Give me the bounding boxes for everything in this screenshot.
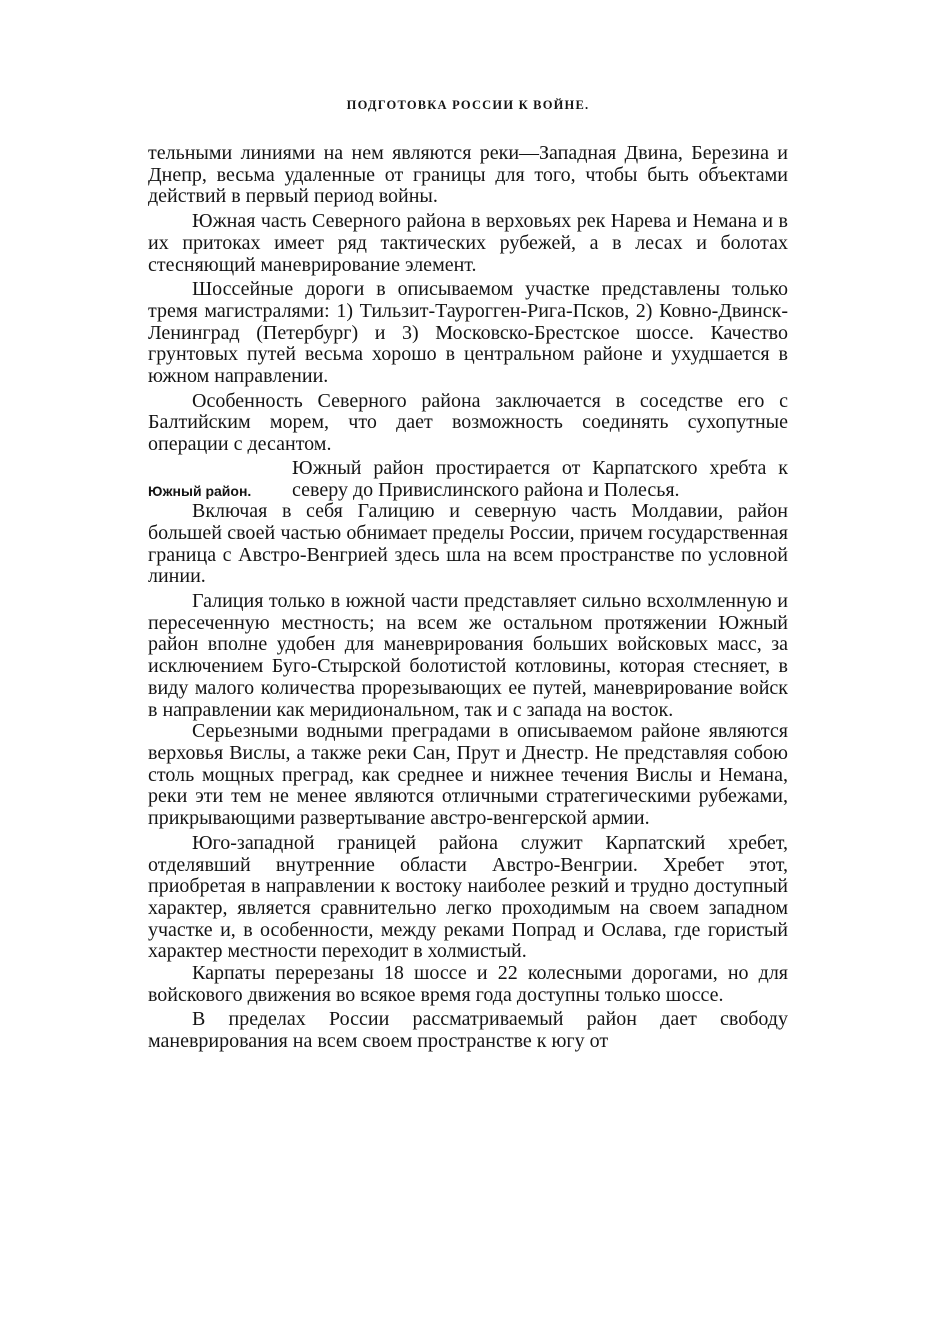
paragraph-4: Особенность Северного района заключается в соседстве его с Балтийским морем, что дает возможность соединять сухопутные операции с десантом.: [148, 389, 788, 456]
paragraph-1: тельными линиями на нем являются реки—Западная Двина, Березина и Днепр, весьма удаленные от границы для того, чтобы быть объектами действий в первый период войны.: [148, 142, 788, 208]
body-text: [148, 143, 788, 1053]
southern-region-section: [148, 458, 788, 501]
paragraph-11: В пределах России рассматриваемый район дает свободу маневрирования на всем своем пространстве к югу от: [148, 1008, 788, 1053]
paragraph-10: Карпаты перерезаны 18 шоссе и 22 колесными дорогами, но для войскового движения во всякое время года доступны только шоссе.: [148, 962, 788, 1006]
paragraph-5: Южный район простирается от Карпатского хребта к северу до Привислинского района и Полесья.: [292, 456, 788, 501]
marginal-heading: Южный район.: [148, 482, 252, 499]
paragraph-6: Включая в себя Галицию и северную часть Молдавии, район большей своей частью обнимает пределы России, причем государственная граница с Австро-Венгрией здесь шла на всем пространстве по условной линии.: [148, 500, 788, 588]
paragraph-9: Юго-западной границей района служит Карпатский хребет, отделявший внутренние области Австро-Венгрии. Хребет этот, приобретая в направлении к востоку наиболее резкий и трудно доступный характер, является сравнительно легко проходимым на своем западном участке и, в особенности, между реками Попрад и Ослава, где гористый характер местности переходит в холмистый.: [148, 831, 788, 963]
paragraph-2: Южная часть Северного района в верховьях рек Нарева и Немана и в их притоках имеет ряд тактических рубежей, а в лесах и болотах стесняющий маневрирование элемент.: [148, 210, 788, 276]
paragraph-7: Галиция только в южной части представляет сильно всхолмленную и пересеченную местность; на всем же остальном протяжении Южный район вполне удобен для маневрирования больших войсковых масс, за исключением Буго-Стырской болотистой котловины, которая стесняет, в виду малого количества прорезывающих ее путей, маневрирование войск в направлении как меридиональном, так и с запада на восток.: [148, 590, 788, 721]
paragraph-8: Серьезными водными преградами в описываемом районе являются верховья Вислы, а также реки Сан, Прут и Днестр. Не представляя собою столь мощных преград, как среднее и нижнее течения Вислы и Немана, реки эти тем не менее являются отличными стратегическими рубежами, прикрывающими развертывание австро-венгерской армии.: [148, 720, 788, 830]
paragraph-3: Шоссейные дороги в описываемом участке представлены только тремя магистралями: 1) Тильзит-Таурогген-Рига-Псков, 2) Ковно-Двинск-Ленинград (Петербург) и 3) Московско-Брестское шоссе. Качество грунтовых путей весьма хорошо в центральном районе и ухудшается в южном направлении.: [148, 278, 788, 388]
running-head: ПОДГОТОВКА РОССИИ К ВОЙНЕ.: [346, 98, 590, 112]
